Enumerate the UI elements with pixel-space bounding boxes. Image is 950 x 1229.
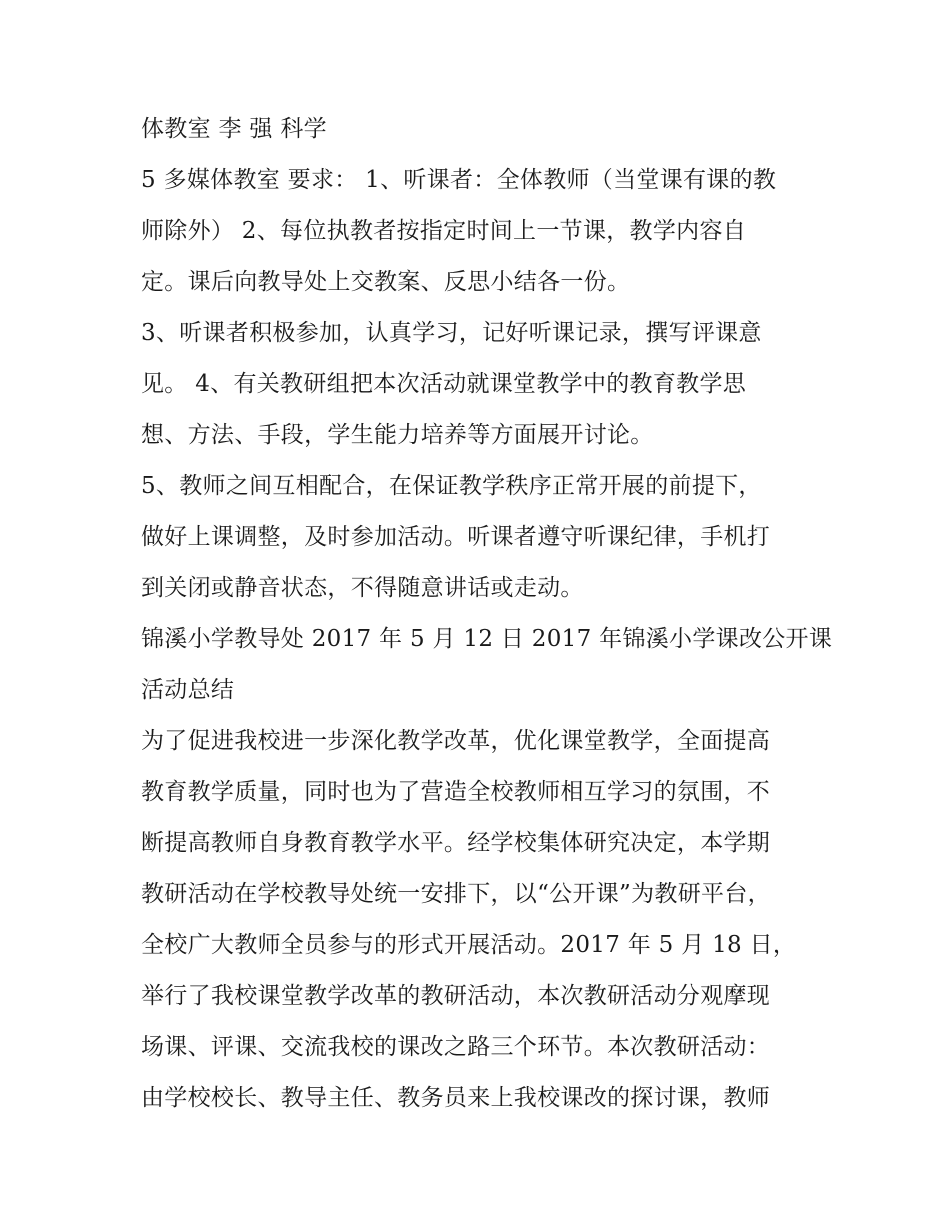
text-line-20: 由学校校长、教导主任、教务员来上我校课改的探讨课，教师 — [141, 1085, 771, 1111]
text-line-5: 3、听课者积极参加，认真学习，记好听课记录，撰写评课意 — [141, 320, 762, 346]
text-line-4: 定。课后向教导处上交教案、反思小结各一份。 — [141, 269, 631, 295]
text-line-2: 5 多媒体教室 要求： 1、听课者：全体教师（当堂课有课的教 — [141, 167, 777, 193]
text-line-10: 到关闭或静音状态，不得随意讲话或走动。 — [141, 575, 584, 601]
text-line-9: 做好上课调整，及时参加活动。听课者遵守听课纪律，手机打 — [141, 524, 771, 550]
text-line-16: 教研活动在学校教导处统一安排下，以“公开课”为教研平台， — [141, 881, 771, 907]
text-line-14: 教育教学质量，同时也为了营造全校教师相互学习的氛围，不 — [141, 779, 771, 805]
text-line-17: 全校广大教师全员参与的形式开展活动。2017 年 5 月 18 日， — [141, 932, 797, 958]
text-line-13: 为了促进我校进一步深化教学改革，优化课堂教学，全面提高 — [141, 728, 771, 754]
text-line-6: 见。 4、有关教研组把本次活动就课堂教学中的教育教学思 — [141, 371, 747, 397]
text-line-8: 5、教师之间互相配合，在保证教学秩序正常开展的前提下， — [141, 473, 762, 499]
text-line-12: 活动总结 — [141, 677, 235, 703]
text-line-3: 师除外） 2、每位执教者按指定时间上一节课，教学内容自 — [141, 218, 747, 244]
text-line-7: 想、方法、手段，学生能力培养等方面展开讨论。 — [141, 422, 654, 448]
text-line-1: 体教室 李 强 科学 — [141, 116, 327, 142]
text-line-15: 断提高教师自身教育教学水平。经学校集体研究决定，本学期 — [141, 830, 771, 856]
text-line-19: 场课、评课、交流我校的课改之路三个环节。本次教研活动： — [141, 1034, 771, 1060]
text-line-18: 举行了我校课堂教学改革的教研活动，本次教研活动分观摩现 — [141, 983, 771, 1009]
text-line-11: 锦溪小学教导处 2017 年 5 月 12 日 2017 年锦溪小学课改公开课 — [141, 626, 833, 652]
